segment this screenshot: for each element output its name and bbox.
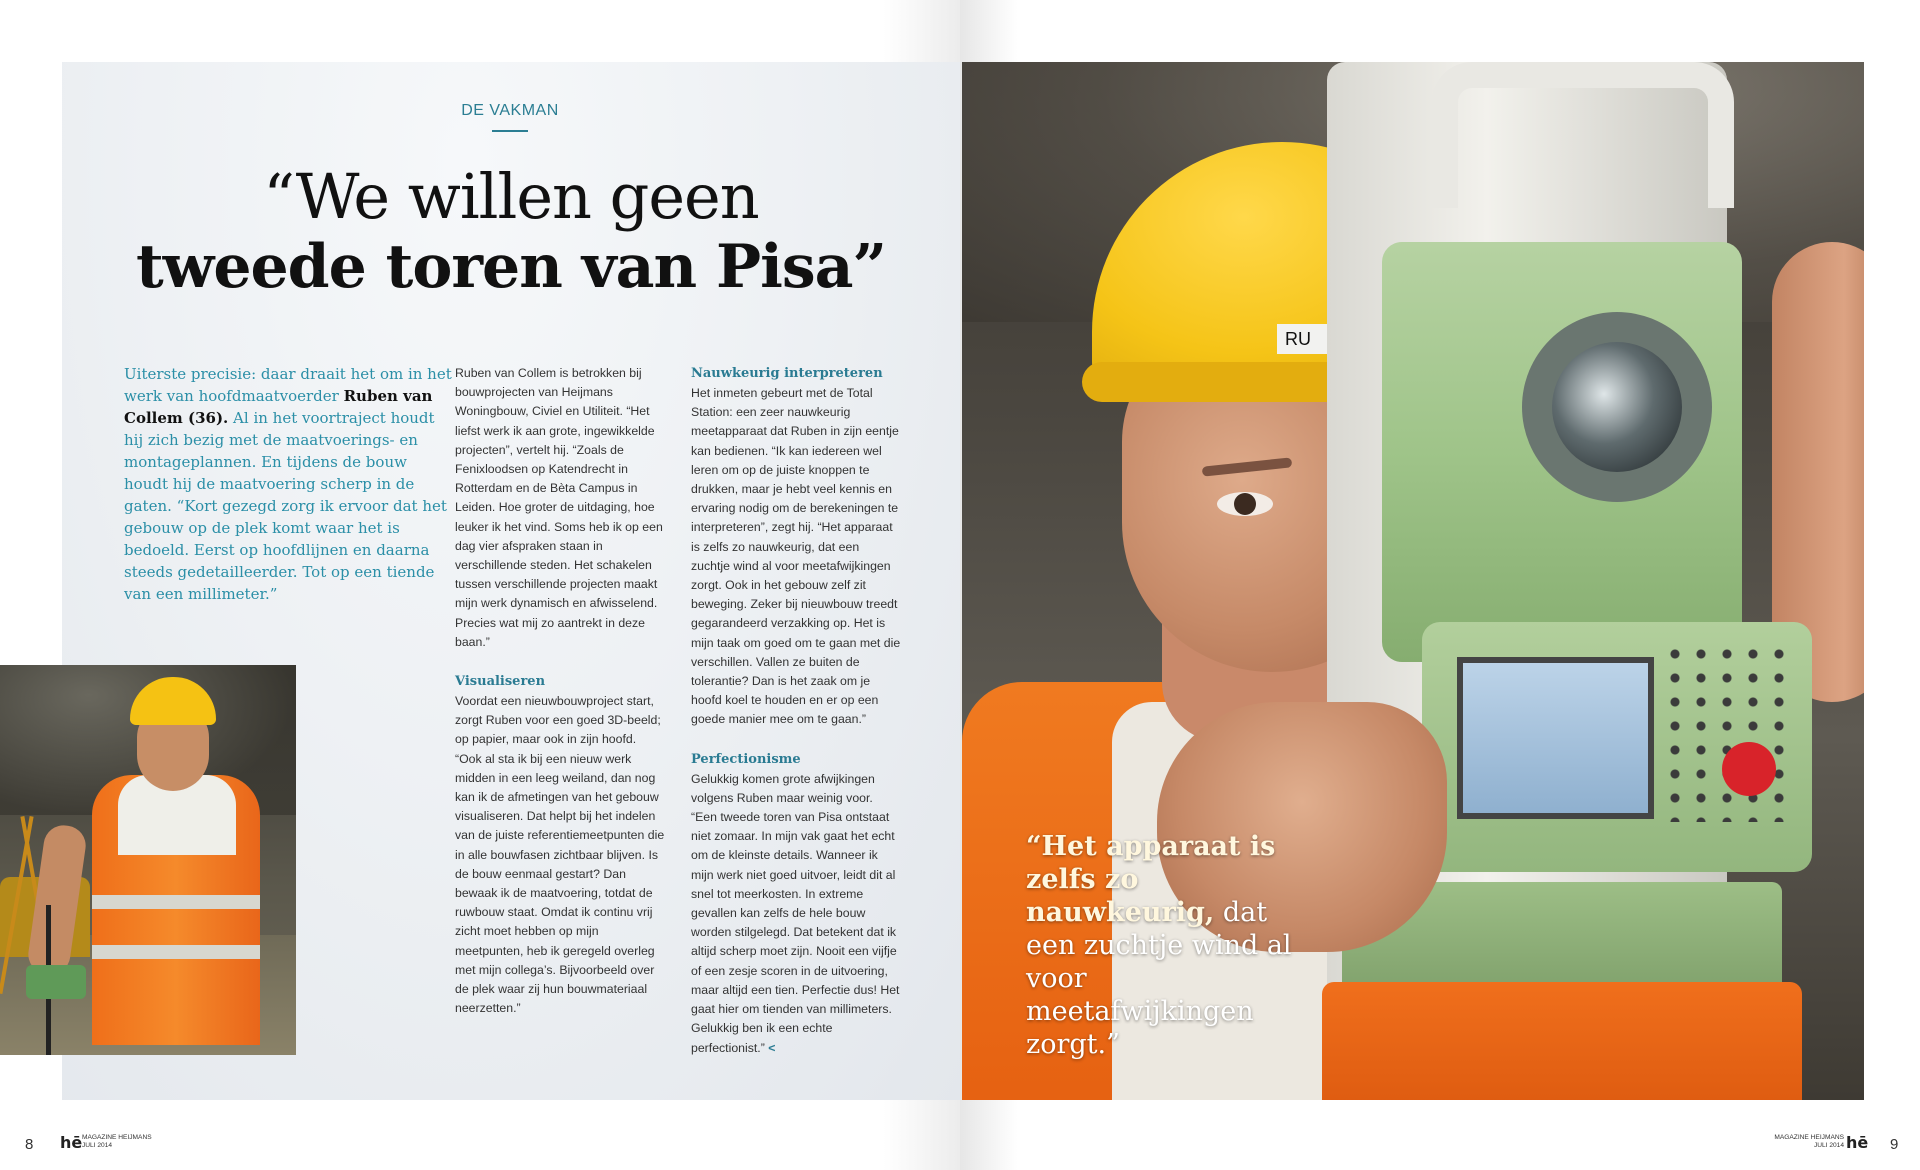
body-column-1 [455, 364, 665, 1019]
subheading-visualiseren: Visualiseren [455, 674, 546, 690]
intro-paragraph [124, 363, 454, 605]
subheading-nauwkeurig-interpreteren: Nauwkeurig interpreteren [691, 366, 883, 381]
page-number-left: 8 [25, 1136, 34, 1153]
kicker-rule [492, 130, 528, 132]
body-paragraph: Het inmeten gebeurt met de Total Station: een zeer nauwkeurig meetapparaat dat Ruben in zijn eentje kan bedienen. “Ik kan iedereen wel leren om op de juiste knoppen te drukken, maar je hebt veel kennis en ervaring nodig om de berekeningen te interpreteren”, zegt hij. “Het apparaat is zelfs zo nauwkeurig, dat een zuchtje wind al voor meetafwijkingen zorgt. Ook in het gebouw zelf zit beweging. Zeker bij nieuwbouw treedt gegarandeerd verzakking op. Het is mijn taak om goed om te gaan met die verschillen. Vallen ze buiten de tolerantie? Dan is het zaak om je hoofd koel te houden en er op een goede manier mee om te gaan.” [691, 386, 901, 727]
footer-meta-left [82, 1134, 152, 1150]
page-number-right: 9 [1890, 1136, 1899, 1153]
brand-logo-left: hē [60, 1133, 83, 1152]
pull-quote [1026, 830, 1306, 1061]
end-mark-icon: < [768, 1040, 776, 1055]
body-paragraph [691, 770, 901, 1058]
body-paragraph: Ruben van Collem is betrokken bij bouwprojecten van Heijmans Woningbouw, Civiel en Utiliteit. “Het liefst werk ik aan grote, ingewikkelde projecten”, vertelt hij. “Zoals de Fenixloodsen op Katendrecht in Rotterdam en de Bèta Campus in Leiden. Hoe groter de uitdaging, hoe leuker ik het vind. Soms heb ik op een dag vier afspraken staan in verschillende steden. Het schakelen tussen verschillende projecten maakt mijn werk dynamisch en afwisselend. Precies wat mij zo aantrekt in deze baan.” [455, 366, 663, 649]
pull-quote-bold: “Het apparaat is zelfs zo nauwkeurig, [1026, 831, 1276, 928]
helmet-name-tag: RU [1277, 324, 1365, 354]
section-kicker: DE VAKMAN [461, 102, 559, 119]
issue-date: JULI 2014 [82, 1142, 113, 1149]
headline [62, 162, 960, 302]
body-paragraph: Voordat een nieuwbouwproject start, zorgt Ruben voor een goed 3D-beeld; op papier, maar ook in zijn hoofd. “Ook al sta ik bij een nieuw werk midden in een leeg weiland, dan nog kan ik de afmetingen van het gebouw visualiseren. Dat helpt bij het indelen van de juiste referentiemeetpunten die in alle bouwfasen zichtbaar blijven. Is de bouw eenmaal gestart? Dan bewaak ik de maatvoering, totdat de ruwbouw staat. Omdat ik continu vrij zicht moet hebben op mijn meetpunten, heb ik geregeld overleg met mijn collega’s. Bijvoorbeeld over de plek waar zij hun bouwmateriaal neerzetten.” [455, 694, 665, 1016]
headline-line-2: tweede toren van Pisa” [135, 232, 887, 302]
brand-logo-right: hē [1846, 1133, 1869, 1152]
issue-date: JULI 2014 [1813, 1142, 1844, 1149]
headline-line-1: “We willen geen [263, 160, 759, 233]
subheading-perfectionisme: Perfectionisme [691, 751, 801, 767]
intro-name: Ruben van Collem (36). [124, 387, 433, 427]
portrait-photo [0, 665, 296, 1055]
intro-rest: Al in het voortraject houdt hij zich bezig met de maatvoerings- en montageplannen. En tijdens de bouw houdt hij de maatvoering scherp in de gaten. “Kort gezegd zorg ik ervoor dat het gebouw op de plek komt waar het is bedoeld. Eerst op hoofdlijnen en daarna steeds gedetailleerder. Tot op een tiende van een millimeter.” [124, 409, 447, 603]
body-column-2 [691, 364, 901, 1058]
footer-meta-right [1760, 1134, 1844, 1150]
pull-quote-regular: dat een zuchtje wind al voor meetafwijkingen zorgt.” [1026, 897, 1292, 1060]
body-paragraph-text: Gelukkig komen grote afwijkingen volgens Ruben maar weinig voor. “Een tweede toren van Pisa ontstaat niet zomaar. In mijn vak gaat het echt om de kleinste details. Wanneer ik mijn werk niet goed uitvoer, leidt dit al snel tot meerkosten. In extreme gevallen kan zelfs de hele bouw worden stilgelegd. Dat betekent dat ik altijd scherp moet zijn. Nooit een vijfje of een zesje scoren in de uitvoering, maar altijd een tien. Perfectie dus! Het gaat hier om tienden van millimeters. Gelukkig ben ik een echte perfectionist.” [691, 771, 900, 1055]
magazine-name: MAGAZINE HEIJMANS [1774, 1134, 1844, 1141]
intro-lead: Uiterste precisie: daar draait het om in het werk van hoofdmaatvoerder [124, 365, 452, 405]
magazine-name: MAGAZINE HEIJMANS [82, 1134, 152, 1141]
